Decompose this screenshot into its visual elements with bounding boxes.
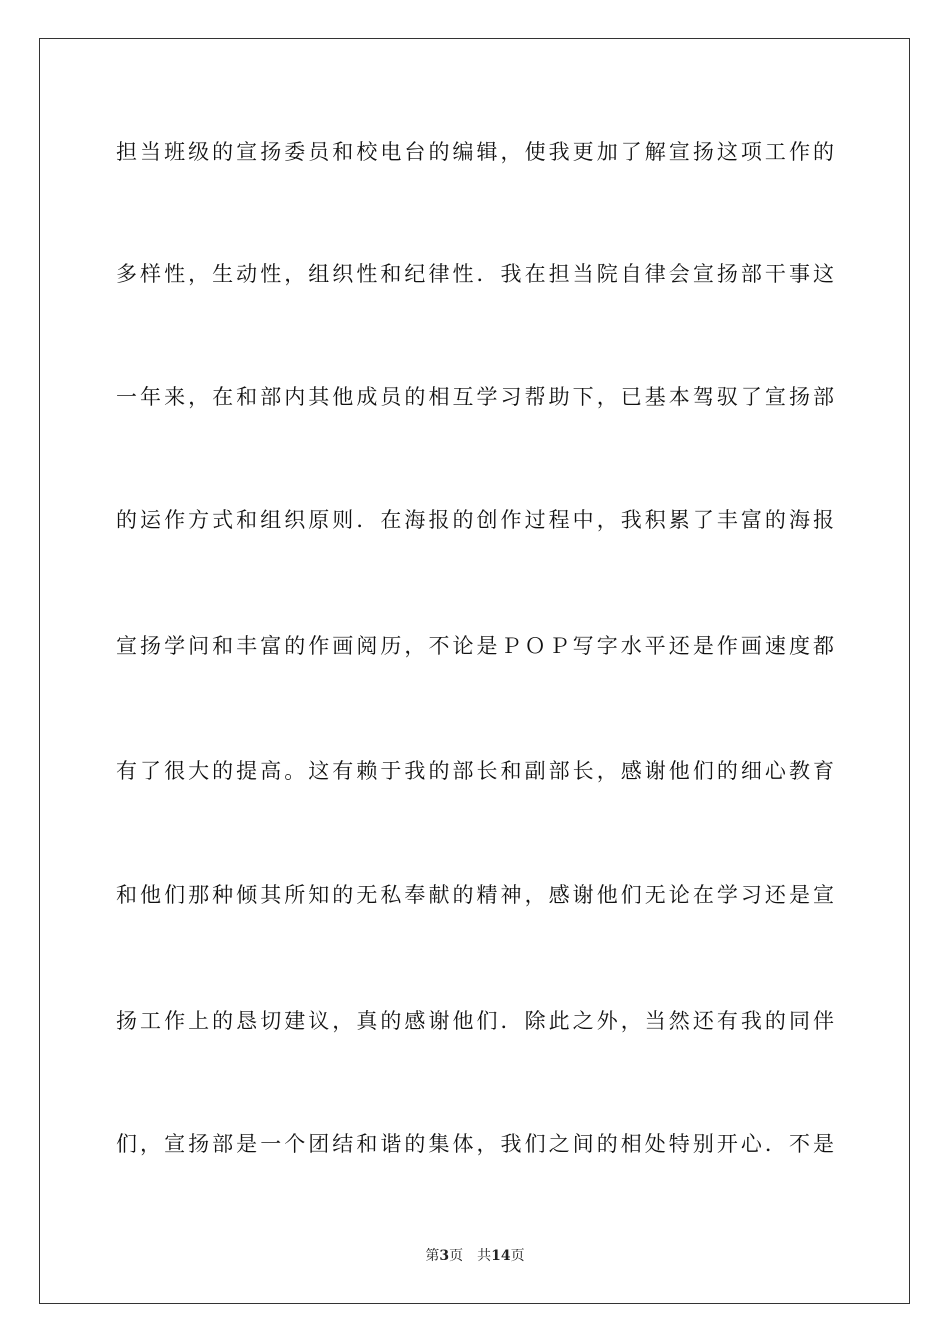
text-line: 宣扬学问和丰富的作画阅历，不论是ＰＯＰ写字水平还是作画速度都 (116, 634, 834, 658)
page-suffix: 页 (449, 1248, 464, 1264)
page-footer (0, 1247, 950, 1265)
text-line: 们，宣扬部是一个团结和谐的集体，我们之间的相处特别开心．不是 (116, 1132, 834, 1156)
text-line: 扬工作上的恳切建议，真的感谢他们．除此之外，当然还有我的同伴 (116, 1009, 834, 1033)
text-line: 一年来，在和部内其他成员的相互学习帮助下，已基本驾驭了宣扬部 (116, 385, 834, 409)
page-border (39, 38, 910, 1304)
page-prefix: 第 (425, 1248, 440, 1264)
text-line: 的运作方式和组织原则．在海报的创作过程中，我积累了丰富的海报 (116, 508, 834, 532)
text-line: 多样性，生动性，组织性和纪律性．我在担当院自律会宣扬部干事这 (116, 262, 834, 286)
text-line: 有了很大的提高。这有赖于我的部长和副部长，感谢他们的细心教育 (116, 759, 834, 783)
text-line: 和他们那种倾其所知的无私奉献的精神，感谢他们无论在学习还是宣 (116, 883, 834, 907)
total-suffix: 页 (510, 1248, 525, 1264)
total-pages: 14 (491, 1248, 511, 1264)
total-prefix: 共 (477, 1248, 492, 1264)
text-line: 担当班级的宣扬委员和校电台的编辑，使我更加了解宣扬这项工作的 (116, 140, 834, 164)
page-number: 3 (439, 1248, 450, 1264)
